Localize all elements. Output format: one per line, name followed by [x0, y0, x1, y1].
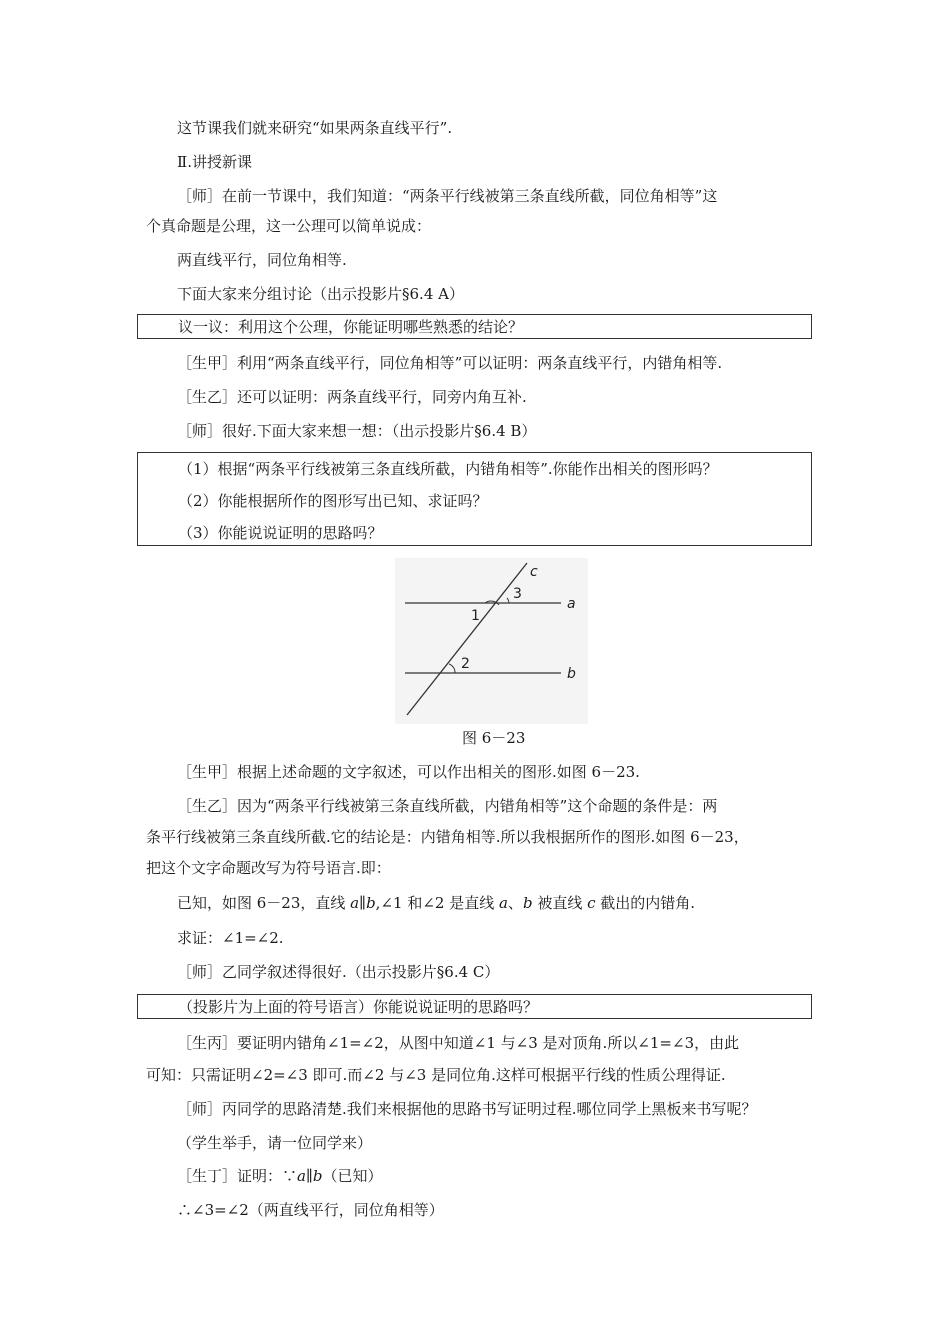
- slide-box-a: [137, 314, 812, 339]
- label-3: 3: [513, 586, 522, 602]
- slide-b-item-2: （2）你能根据所作的图形写出已知、求证吗？: [178, 492, 488, 510]
- slide-box-b: [137, 452, 812, 546]
- slide-a-text: 议一议：利用这个公理，你能证明哪些熟悉的结论？: [178, 318, 524, 336]
- line-intro: 这节课我们就来研究“如果两条直线平行”.: [177, 119, 453, 137]
- slide-c-text: （投影片为上面的符号语言）你能说说证明的思路吗？: [178, 998, 539, 1016]
- axiom-short: 两直线平行，同位角相等.: [177, 251, 347, 269]
- geometry-figure: [395, 558, 588, 724]
- student-c-line: ［生丙］要证明内错角∠1=∠2，从图中知道∠1 与∠3 是对顶角.所以∠1=∠3，由此: [177, 1034, 740, 1052]
- student-b-line: ［生乙］还可以证明：两条直线平行，同旁内角互补.: [177, 388, 527, 406]
- student-a-line: ［生甲］利用“两条直线平行，同位角相等”可以证明：两条直线平行，内错角相等.: [177, 354, 723, 372]
- figure-caption: 图 6－23: [462, 729, 526, 747]
- group-discussion: 下面大家来分组讨论（出示投影片§6.4 A）: [177, 285, 464, 303]
- slide-box-c: [137, 994, 812, 1019]
- label-1: 1: [471, 608, 480, 624]
- label-c: c: [530, 564, 538, 580]
- student-c-line-cont: 可知：只需证明∠2=∠3 即可.而∠2 与∠3 是同位角.这样可根据平行线的性质公理得证.: [146, 1066, 726, 1084]
- teacher-line-1: ［师］在前一节课中，我们知道：“两条平行线被第三条直线所截，同位角相等”这: [177, 187, 718, 205]
- teacher-line-2: ［师］很好.下面大家来想一想：（出示投影片§6.4 B）: [177, 422, 537, 440]
- student-b-line-2-cont2: 把这个文字命题改写为符号语言.即：: [146, 859, 391, 877]
- student-d-proof: ［生丁］证明：∵a∥b（已知）: [177, 1167, 383, 1185]
- label-a: a: [567, 596, 576, 612]
- student-a-line-2: ［生甲］根据上述命题的文字叙述，可以作出相关的图形.如图 6－23.: [177, 763, 640, 781]
- prove-statement: 求证：∠1=∠2.: [177, 929, 284, 947]
- slide-b-item-3: （3）你能说说证明的思路吗？: [178, 524, 383, 542]
- angle-arc-3: [507, 598, 509, 603]
- given-statement: 已知，如图 6－23，直线 a∥b,∠1 和∠2 是直线 a、b 被直线 c 截出的内错角.: [177, 894, 696, 912]
- proof-step: ∴∠3=∠2（两直线平行，同位角相等）: [177, 1201, 444, 1219]
- section-heading: Ⅱ.讲授新课: [177, 153, 252, 171]
- student-b-line-2: ［生乙］因为“两条平行线被第三条直线所截，内错角相等”这个命题的条件是：两: [177, 797, 718, 815]
- student-b-line-2-cont: 条平行线被第三条直线所截.它的结论是：内错角相等.所以我根据所作的图形.如图 6－23，: [146, 828, 749, 846]
- label-2: 2: [461, 656, 470, 672]
- angle-arc-2: [449, 664, 455, 673]
- label-b: b: [567, 666, 576, 682]
- student-raise-hand: （学生举手，请一位同学来）: [177, 1134, 373, 1152]
- teacher-line-4: ［师］丙同学的思路清楚.我们来根据他的思路书写证明过程.哪位同学上黑板来书写呢？: [177, 1100, 757, 1118]
- line-c: [407, 563, 527, 715]
- slide-b-item-1: （1）根据“两条平行线被第三条直线所截，内错角相等”.你能作出相关的图形吗？: [178, 460, 718, 478]
- teacher-line-1-cont: 个真命题是公理，这一公理可以简单说成：: [146, 217, 432, 235]
- teacher-line-3: ［师］乙同学叙述得很好.（出示投影片§6.4 C）: [177, 963, 500, 981]
